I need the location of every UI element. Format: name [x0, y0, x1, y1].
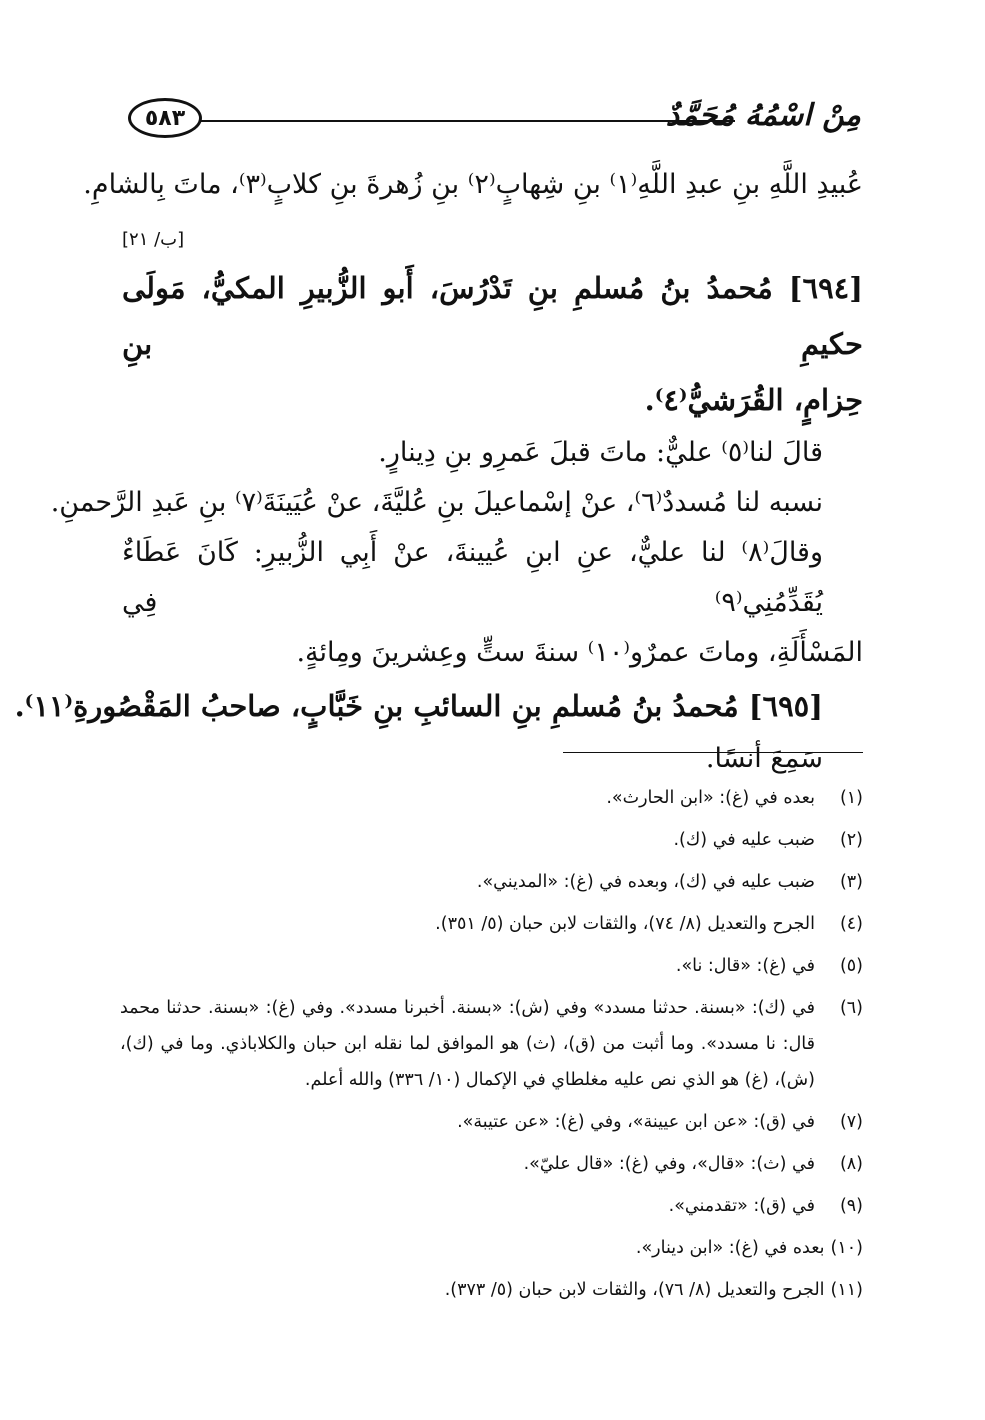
footnote: [120, 864, 863, 900]
text-line: المَسْأَلَةِ، وماتَ عمرٌو⁽١٠⁾ سنةَ ستٍّ وعِشرينَ ومِائةٍ.: [296, 637, 863, 668]
footnote-number: (٥): [839, 956, 863, 976]
footnote-text: بعده في (غ): «ابن دينار».: [635, 1238, 825, 1258]
footnote-text: في (غ): «قال: نا».: [675, 956, 815, 976]
footnote: [120, 1272, 863, 1308]
page-header: [128, 96, 861, 148]
folio-marker: [ب/ ٢١]: [122, 229, 185, 250]
footnote: [120, 1104, 863, 1140]
entry-694-heading: [٦٩٤] مُحمدُ بنُ مُسلمِ بنِ تَدْرُسَ، أَبو الزُّبيرِ المكيُّ، مَولَى حكيمِ بنِ: [122, 271, 863, 361]
footnote: [120, 822, 863, 858]
text-line: قالَ لنا⁽٥⁾ عليٌّ: ماتَ قبلَ عَمرِو بنِ دِينارٍ.: [378, 437, 823, 468]
footnote: [120, 990, 863, 1098]
footnote-number: (١): [839, 788, 863, 808]
footnote-number: (١٠): [830, 1238, 863, 1258]
text-line: نسبه لنا مُسددٌ⁽٦⁾، عنْ إسْماعيلَ بنِ عُليَّةَ، عنْ عُيَينَةَ⁽٧⁾ بنِ عَبدِ الرَّحمنِ.: [50, 487, 823, 518]
footnote: [120, 1230, 863, 1266]
footnote-text: الجرح والتعديل (٨/ ٧٤)، والثقات لابن حبان (٥/ ٣٥١).: [435, 914, 815, 934]
footnote-number: (١١): [830, 1280, 863, 1300]
text-line: وقالَ⁽٨⁾ لنا عليٌّ، عنِ ابنِ عُيينةَ، عنْ أَبِي الزُّبيرِ: كَانَ عَطَاءٌ يُقَدِّمُنِي⁽٩⁾ فِي: [122, 537, 823, 618]
footnote-separator: [563, 752, 863, 753]
footnote-text: في (ك): «بسنة. حدثنا مسدد» وفي (ش): «بسنة. أخبرنا مسدد». وفي (غ): «بسنة. حدثنا محمد قال: نا مسدد». وما أثبت من (ق)، (ث) هو الموافق لما نقله ابن حبان والكلاباذي. وما في (ك)، (ش)، (غ) هو الذي نص عليه مغلطاي في الإكمال (١٠/ ٣٣٦) والله أعلم.: [120, 998, 815, 1090]
footnote-number: (٤): [839, 914, 863, 934]
footnote-text: في (ق): «تقدمني».: [668, 1196, 815, 1216]
footnote-text: ضبب عليه في (ك)، وبعده في (غ): «المديني».: [476, 872, 815, 892]
footnote: [120, 1146, 863, 1182]
header-rule: [198, 120, 735, 122]
footnote: [120, 948, 863, 984]
footnote-text: الجرح والتعديل (٨/ ٧٦)، والثقات لابن حبان (٥/ ٣٧٣).: [444, 1280, 825, 1300]
footnote-text: بعده في (غ): «ابن الحارث».: [606, 788, 815, 808]
footnote-number: (٧): [839, 1112, 863, 1132]
footnote: [120, 1188, 863, 1224]
page-number: ٥٨٣: [128, 98, 202, 138]
footnote: [120, 906, 863, 942]
footnote: [120, 780, 863, 816]
footnote-number: (٢): [839, 830, 863, 850]
footnotes: [120, 780, 863, 1314]
footnote-number: (٩): [839, 1196, 863, 1216]
entry-694-heading-cont: حِزامٍ، القُرَشيُّ⁽٤⁾.: [644, 383, 863, 417]
footnote-number: (٣): [839, 872, 863, 892]
footnote-text: في (ق): «عن ابن عيينة»، وفي (غ): «عن عتيبة».: [457, 1112, 815, 1132]
footnote-number: (٦): [839, 998, 863, 1018]
running-title: مِنْ اسْمُهُ مُحَمَّدٌ: [665, 98, 861, 133]
footnote-text: في (ث): «قال»، وفي (غ): «قال عليّ».: [523, 1154, 815, 1174]
footnote-text: ضبب عليه في (ك).: [673, 830, 815, 850]
main-text: [14, 160, 863, 784]
footnote-number: (٨): [839, 1154, 863, 1174]
entry-695-heading: [٦٩٥] مُحمدُ بنُ مُسلمِ بنِ السائبِ بنِ خَبَّابٍ، صاحبُ المَقْصُورةِ⁽١١⁾.: [14, 689, 823, 723]
text-line: سَمِعَ أنسًا.: [705, 743, 823, 774]
text-line: عُبيدِ اللَّهِ بنِ عبدِ اللَّهِ⁽١⁾ بنِ شِهابٍ⁽٢⁾ بنِ زُهرةَ بنِ كلابٍ⁽٣⁾، ماتَ بِالشامِ.: [83, 169, 863, 200]
